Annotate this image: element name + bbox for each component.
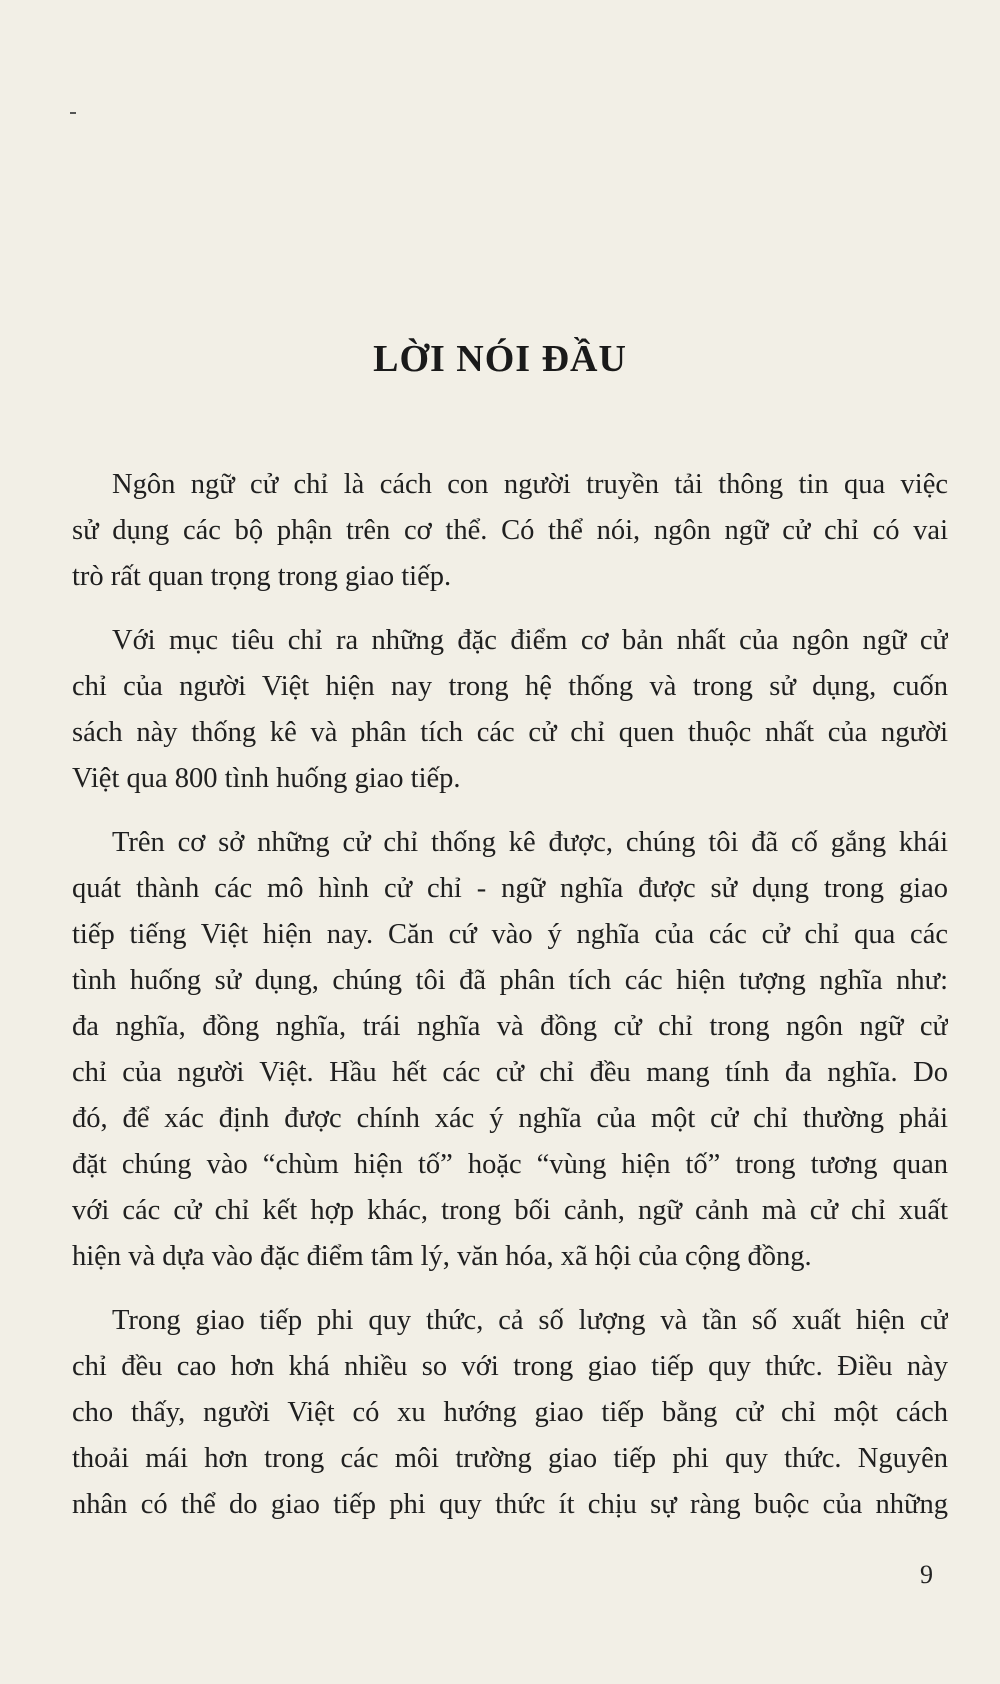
- text-line: Ngôn ngữ cử chỉ là cách con người truyền tải thông tin qua việc: [112, 469, 948, 500]
- text-line: đặt chúng vào “chùm hiện tố” hoặc “vùng hiện tố” trong tương quan: [72, 1149, 948, 1180]
- corner-mark: [70, 112, 76, 114]
- body-text: [72, 462, 948, 1546]
- text-line: trò rất quan trọng trong giao tiếp.: [72, 561, 452, 592]
- text-line: Trên cơ sở những cử chỉ thống kê được, chúng tôi đã cố gắng khái: [112, 827, 948, 858]
- paragraph-3: [72, 820, 948, 1280]
- text-line: chỉ của người Việt. Hầu hết các cử chỉ đều mang tính đa nghĩa. Do: [72, 1057, 948, 1088]
- text-line: với các cử chỉ kết hợp khác, trong bối cảnh, ngữ cảnh mà cử chỉ xuất: [72, 1195, 948, 1226]
- text-line: nhân có thể do giao tiếp phi quy thức ít chịu sự ràng buộc của những: [72, 1489, 948, 1520]
- text-line: Việt qua 800 tình huống giao tiếp.: [72, 763, 461, 794]
- paragraph-1: [72, 462, 948, 600]
- text-line: quát thành các mô hình cử chỉ - ngữ nghĩa được sử dụng trong giao: [72, 873, 948, 904]
- text-line: Với mục tiêu chỉ ra những đặc điểm cơ bản nhất của ngôn ngữ cử: [112, 625, 948, 656]
- text-line: đa nghĩa, đồng nghĩa, trái nghĩa và đồng cử chỉ trong ngôn ngữ cử: [72, 1011, 948, 1042]
- page-number: 9: [920, 1560, 933, 1589]
- text-line: đó, để xác định được chính xác ý nghĩa của một cử chỉ thường phải: [72, 1103, 948, 1134]
- text-line: tiếp tiếng Việt hiện nay. Căn cứ vào ý nghĩa của các cử chỉ qua các: [72, 919, 948, 950]
- text-line: sử dụng các bộ phận trên cơ thể. Có thể nói, ngôn ngữ cử chỉ có vai: [72, 515, 948, 546]
- text-line: thoải mái hơn trong các môi trường giao tiếp phi quy thức. Nguyên: [72, 1443, 948, 1474]
- paragraph-4: [72, 1298, 948, 1528]
- text-line: chỉ đều cao hơn khá nhiều so với trong giao tiếp quy thức. Điều này: [72, 1351, 948, 1382]
- text-line: sách này thống kê và phân tích các cử chỉ quen thuộc nhất của người: [72, 717, 948, 748]
- text-line: hiện và dựa vào đặc điểm tâm lý, văn hóa, xã hội của cộng đồng.: [72, 1241, 812, 1272]
- paragraph-2: [72, 618, 948, 802]
- page-title: LỜI NÓI ĐẦU: [373, 338, 627, 381]
- text-line: Trong giao tiếp phi quy thức, cả số lượng và tần số xuất hiện cử: [112, 1305, 948, 1336]
- text-line: cho thấy, người Việt có xu hướng giao tiếp bằng cử chỉ một cách: [72, 1397, 948, 1428]
- text-line: tình huống sử dụng, chúng tôi đã phân tích các hiện tượng nghĩa như:: [72, 965, 948, 996]
- text-line: chỉ của người Việt hiện nay trong hệ thống và trong sử dụng, cuốn: [72, 671, 948, 702]
